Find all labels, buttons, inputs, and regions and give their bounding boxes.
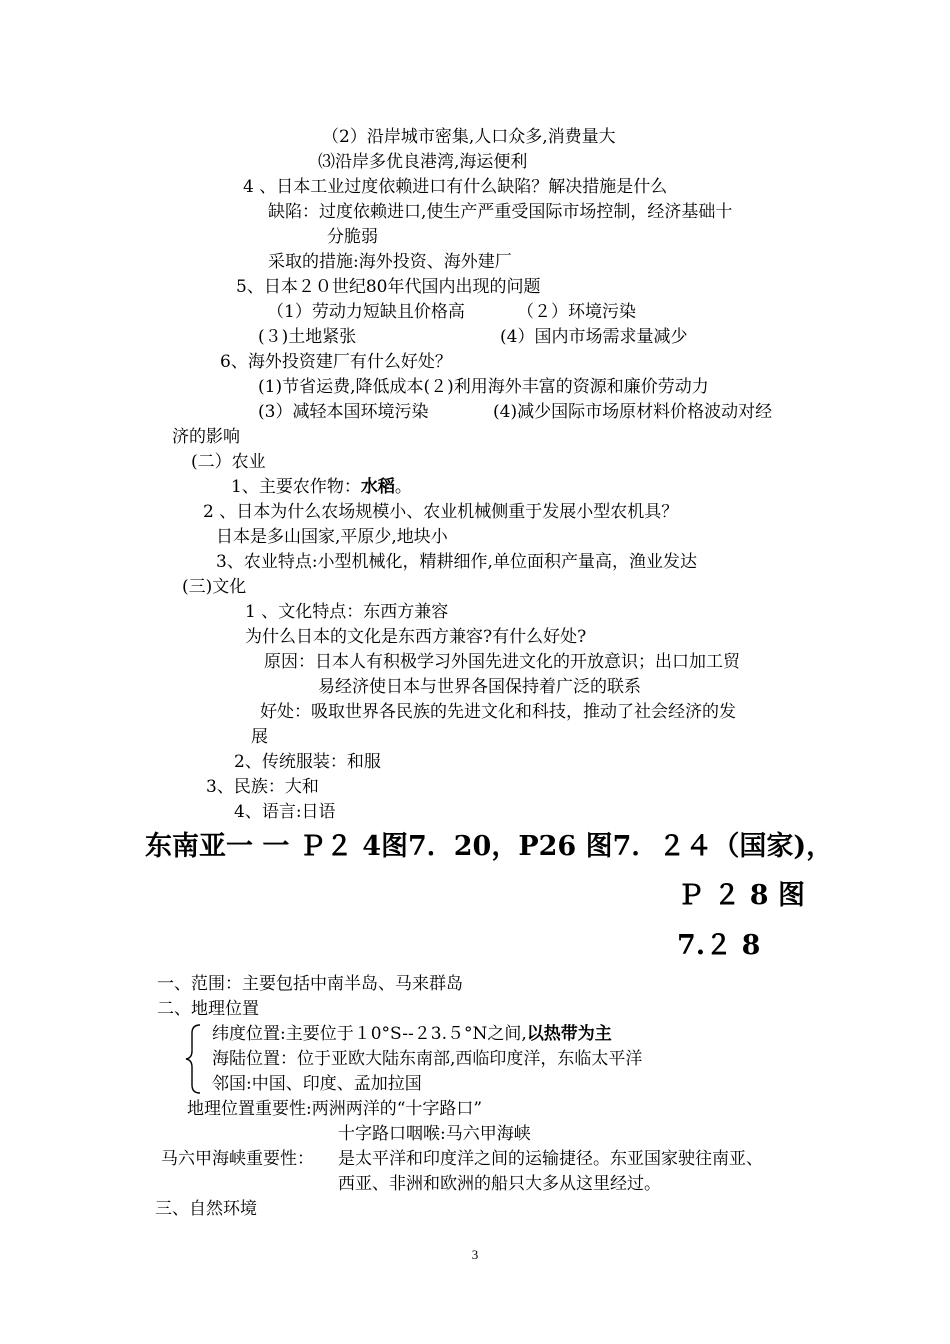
bold-text: 水稻 — [360, 477, 395, 497]
text-line: 是太平洋和印度洋之间的运输捷径。东亚国家驶往南亚、 — [338, 1149, 763, 1169]
text-line: （２）环境污染 — [517, 302, 636, 322]
text-span: 1、主要农作物： — [231, 477, 361, 497]
page-heading: Ｐ ２ 8 图 — [677, 880, 805, 911]
text-line: （2）沿岸城市密集,人口众多,消费量大 — [322, 127, 616, 147]
section-title: (三)文化 — [182, 577, 247, 597]
text-line: (３)土地紧张 — [258, 327, 357, 347]
text-line: 3、民族：大和 — [206, 777, 319, 797]
text-line: 十字路口咽喉:马六甲海峡 — [338, 1124, 531, 1144]
text-line: 原因：日本人有积极学习外国先进文化的开放意识；出口加工贸 — [264, 652, 740, 672]
text-line: 日本是多山国家,平原少,地块小 — [216, 527, 448, 547]
text-line: （1）劳动力短缺且价格高 — [267, 302, 465, 322]
text-line: 4、语言:日语 — [234, 802, 336, 822]
text-line — [231, 476, 412, 498]
text-line: 海陆位置：位于亚欧大陆东南部,西临印度洋，东临太平洋 — [212, 1049, 643, 1069]
text-line: 易经济使日本与世界各国保持着广泛的联系 — [318, 677, 641, 697]
text-line: 采取的措施:海外投资、海外建厂 — [268, 252, 512, 272]
text-line: 2、传统服装：和服 — [234, 752, 381, 772]
section-title: 三、自然环境 — [155, 1199, 257, 1219]
text-line: 马六甲海峡重要性： — [161, 1149, 314, 1169]
text-line: 1 、文化特点：东西方兼容 — [245, 602, 449, 622]
text-line: (1)节省运费,降低成本(２)利用海外丰富的资源和廉价劳动力 — [258, 377, 709, 397]
text-line: 5、日本２０世纪80年代国内出现的问题 — [236, 277, 541, 297]
text-line: (3）减轻本国环境污染 — [258, 402, 429, 422]
text-line: 一、范围：主要包括中南半岛、马来群岛 — [157, 974, 463, 994]
text-line: 邻国:中国、印度、孟加拉国 — [212, 1074, 422, 1094]
page-number: 3 — [471, 1247, 479, 1262]
text-span: 纬度位置:主要位于１0°S--２3.５°N之间, — [212, 1024, 527, 1044]
text-line: ⑶沿岸多优良港湾,海运便利 — [318, 152, 528, 172]
bold-text: 以热带为主 — [526, 1024, 612, 1044]
brace-icon — [183, 1023, 205, 1095]
text-line: 4 、日本工业过度依赖进口有什么缺陷？解决措施是什么 — [243, 177, 668, 197]
text-line: 好处：吸取世界各民族的先进文化和科技，推动了社会经济的发 — [260, 702, 736, 722]
text-line: 分脆弱 — [327, 227, 378, 247]
text-line: 济的影响 — [172, 427, 240, 447]
text-line: 6、海外投资建厂有什么好处？ — [220, 352, 452, 372]
text-line: 展 — [251, 727, 268, 747]
page-heading: 7.２ 8 — [677, 930, 761, 961]
text-span: 。 — [394, 477, 412, 497]
text-line: 地理位置重要性:两洲两洋的“十字路口” — [187, 1099, 483, 1119]
text-line: (4）国内市场需求量减少 — [500, 327, 688, 347]
text-line: 为什么日本的文化是东西方兼容?有什么好处? — [245, 627, 587, 647]
text-line: 西亚、非洲和欧洲的船只大多从这里经过。 — [338, 1174, 661, 1194]
text-line: 缺陷：过度依赖进口,使生产严重受国际市场控制，经济基础十 — [268, 202, 733, 222]
section-title: (二）农业 — [191, 452, 266, 472]
section-title: 二、地理位置 — [157, 999, 259, 1019]
page-heading: 东南亚一 一 Ｐ２ 4图7．20，P26 图7．２４（国家)， — [145, 831, 834, 862]
text-line — [212, 1023, 612, 1045]
text-line: 2 、日本为什么农场规模小、农业机械侧重于发展小型农机具？ — [203, 502, 679, 522]
text-line: (4)减少国际市场原材料价格波动对经 — [493, 402, 773, 422]
text-line: 3、农业特点:小型机械化，精耕细作,单位面积产量高，渔业发达 — [216, 552, 697, 572]
